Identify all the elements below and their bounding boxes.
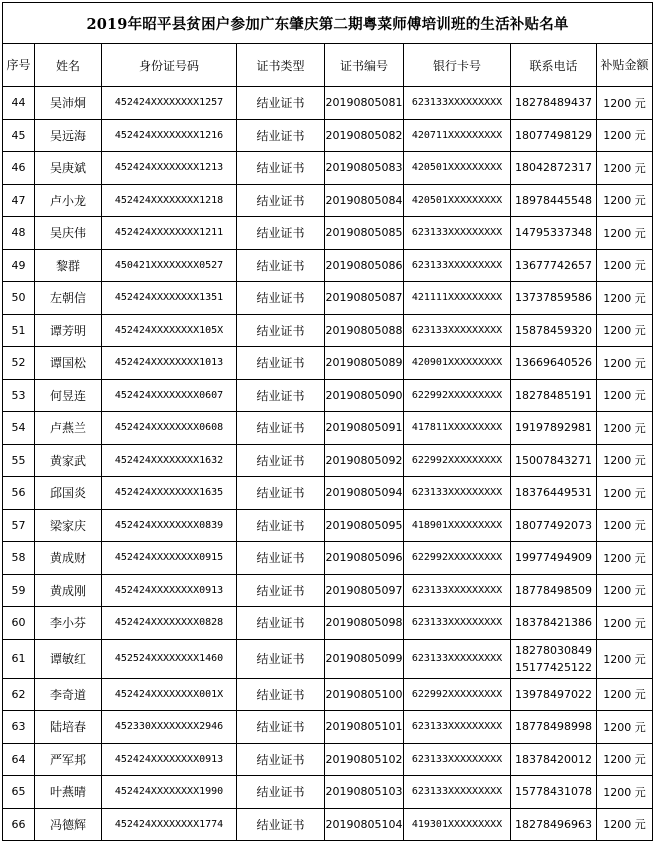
cell-bank-card: 421111XXXXXXXXX bbox=[404, 282, 511, 315]
table-row bbox=[3, 711, 653, 744]
header-row bbox=[3, 44, 653, 87]
cell-no: 65 bbox=[3, 776, 35, 809]
cell-cert-no: 20190805090 bbox=[325, 379, 404, 412]
cell-name: 卢燕兰 bbox=[35, 412, 102, 445]
cell-phone bbox=[511, 574, 597, 607]
cell-amount: 1200 元 bbox=[597, 542, 653, 575]
cell-id-number: 452424XXXXXXXX1774 bbox=[102, 808, 237, 841]
cell-cert-no: 20190805098 bbox=[325, 607, 404, 640]
cell-no: 46 bbox=[3, 152, 35, 185]
table-row bbox=[3, 776, 653, 809]
cell-bank-card: 623133XXXXXXXXX bbox=[404, 87, 511, 120]
cell-id-number: 452424XXXXXXXX1218 bbox=[102, 184, 237, 217]
table-row bbox=[3, 509, 653, 542]
table-row bbox=[3, 184, 653, 217]
table-row bbox=[3, 808, 653, 841]
cell-id-number: 452424XXXXXXXX0913 bbox=[102, 743, 237, 776]
cell-amount: 1200 元 bbox=[597, 87, 653, 120]
subsidy-table bbox=[2, 2, 653, 841]
cell-phone bbox=[511, 444, 597, 477]
cell-bank-card: 623133XXXXXXXXX bbox=[404, 217, 511, 250]
table-row bbox=[3, 282, 653, 315]
table-row bbox=[3, 639, 653, 678]
cell-bank-card: 418901XXXXXXXXX bbox=[404, 509, 511, 542]
cell-no: 48 bbox=[3, 217, 35, 250]
cell-no: 47 bbox=[3, 184, 35, 217]
cell-no: 61 bbox=[3, 639, 35, 678]
table-row bbox=[3, 477, 653, 510]
table-title: 2019年昭平县贫困户参加广东肇庆第二期粤菜师傅培训班的生活补贴名单 bbox=[3, 3, 653, 44]
cell-no: 53 bbox=[3, 379, 35, 412]
cell-cert-no: 20190805085 bbox=[325, 217, 404, 250]
cell-cert-type: 结业证书 bbox=[237, 607, 325, 640]
cell-id-number: 452424XXXXXXXX1211 bbox=[102, 217, 237, 250]
header-cert-type: 证书类型 bbox=[237, 44, 325, 87]
header-name: 姓名 bbox=[35, 44, 102, 87]
cell-bank-card: 420501XXXXXXXXX bbox=[404, 152, 511, 185]
cell-bank-card: 623133XXXXXXXXX bbox=[404, 249, 511, 282]
table-row bbox=[3, 444, 653, 477]
cell-cert-no: 20190805092 bbox=[325, 444, 404, 477]
table-row bbox=[3, 217, 653, 250]
cell-name: 吴庆伟 bbox=[35, 217, 102, 250]
cell-amount: 1200 元 bbox=[597, 379, 653, 412]
cell-bank-card: 622992XXXXXXXXX bbox=[404, 678, 511, 711]
phone-number: 15177425122 bbox=[515, 660, 592, 674]
cell-no: 49 bbox=[3, 249, 35, 282]
cell-name: 吴庚斌 bbox=[35, 152, 102, 185]
cell-id-number: 452424XXXXXXXX1213 bbox=[102, 152, 237, 185]
cell-bank-card: 623133XXXXXXXXX bbox=[404, 776, 511, 809]
cell-no: 52 bbox=[3, 347, 35, 380]
cell-phone bbox=[511, 743, 597, 776]
table-row bbox=[3, 314, 653, 347]
cell-amount: 1200 元 bbox=[597, 217, 653, 250]
cell-no: 64 bbox=[3, 743, 35, 776]
phone-number: 18778498998 bbox=[515, 720, 592, 734]
cell-id-number: 452424XXXXXXXX001X bbox=[102, 678, 237, 711]
cell-bank-card: 622992XXXXXXXXX bbox=[404, 542, 511, 575]
cell-cert-type: 结业证书 bbox=[237, 639, 325, 678]
cell-cert-type: 结业证书 bbox=[237, 249, 325, 282]
cell-amount: 1200 元 bbox=[597, 776, 653, 809]
cell-cert-type: 结业证书 bbox=[237, 347, 325, 380]
cell-cert-type: 结业证书 bbox=[237, 743, 325, 776]
cell-amount: 1200 元 bbox=[597, 347, 653, 380]
cell-id-number: 452424XXXXXXXX0828 bbox=[102, 607, 237, 640]
cell-cert-type: 结业证书 bbox=[237, 808, 325, 841]
cell-bank-card: 623133XXXXXXXXX bbox=[404, 477, 511, 510]
cell-no: 44 bbox=[3, 87, 35, 120]
cell-phone bbox=[511, 711, 597, 744]
cell-amount: 1200 元 bbox=[597, 678, 653, 711]
cell-id-number: 452424XXXXXXXX1990 bbox=[102, 776, 237, 809]
header-amount: 补贴金额 bbox=[597, 44, 653, 87]
cell-name: 邱国炎 bbox=[35, 477, 102, 510]
cell-phone bbox=[511, 607, 597, 640]
cell-name: 梁家庆 bbox=[35, 509, 102, 542]
cell-phone bbox=[511, 217, 597, 250]
cell-cert-no: 20190805104 bbox=[325, 808, 404, 841]
cell-phone bbox=[511, 776, 597, 809]
subsidy-list-sheet bbox=[2, 2, 652, 841]
cell-name: 黄家武 bbox=[35, 444, 102, 477]
cell-cert-type: 结业证书 bbox=[237, 152, 325, 185]
cell-phone bbox=[511, 477, 597, 510]
cell-id-number: 452424XXXXXXXX0608 bbox=[102, 412, 237, 445]
cell-no: 55 bbox=[3, 444, 35, 477]
cell-cert-type: 结业证书 bbox=[237, 678, 325, 711]
cell-phone bbox=[511, 87, 597, 120]
cell-phone bbox=[511, 808, 597, 841]
cell-name: 冯德辉 bbox=[35, 808, 102, 841]
table-row bbox=[3, 119, 653, 152]
phone-number: 13669640526 bbox=[515, 356, 592, 370]
cell-cert-type: 结业证书 bbox=[237, 477, 325, 510]
cell-cert-no: 20190805097 bbox=[325, 574, 404, 607]
table-row bbox=[3, 574, 653, 607]
phone-number: 15878459320 bbox=[515, 323, 592, 337]
table-row bbox=[3, 542, 653, 575]
cell-cert-type: 结业证书 bbox=[237, 282, 325, 315]
cell-bank-card: 622992XXXXXXXXX bbox=[404, 379, 511, 412]
cell-amount: 1200 元 bbox=[597, 412, 653, 445]
table-row bbox=[3, 743, 653, 776]
table-row bbox=[3, 412, 653, 445]
cell-phone bbox=[511, 314, 597, 347]
cell-cert-type: 结业证书 bbox=[237, 509, 325, 542]
cell-id-number: 452424XXXXXXXX105X bbox=[102, 314, 237, 347]
cell-id-number: 452424XXXXXXXX1013 bbox=[102, 347, 237, 380]
phone-number: 18278485191 bbox=[515, 388, 592, 402]
cell-cert-no: 20190805103 bbox=[325, 776, 404, 809]
cell-id-number: 452424XXXXXXXX1632 bbox=[102, 444, 237, 477]
cell-bank-card: 623133XXXXXXXXX bbox=[404, 743, 511, 776]
cell-phone bbox=[511, 379, 597, 412]
phone-number: 18378420012 bbox=[515, 752, 592, 766]
cell-no: 62 bbox=[3, 678, 35, 711]
cell-no: 59 bbox=[3, 574, 35, 607]
cell-amount: 1200 元 bbox=[597, 477, 653, 510]
cell-no: 54 bbox=[3, 412, 35, 445]
header-phone: 联系电话 bbox=[511, 44, 597, 87]
cell-bank-card: 622992XXXXXXXXX bbox=[404, 444, 511, 477]
cell-cert-no: 20190805083 bbox=[325, 152, 404, 185]
phone-number: 13677742657 bbox=[515, 258, 592, 272]
cell-cert-type: 结业证书 bbox=[237, 184, 325, 217]
cell-amount: 1200 元 bbox=[597, 509, 653, 542]
cell-cert-no: 20190805081 bbox=[325, 87, 404, 120]
cell-name: 左朝信 bbox=[35, 282, 102, 315]
cell-phone bbox=[511, 184, 597, 217]
cell-bank-card: 420711XXXXXXXXX bbox=[404, 119, 511, 152]
cell-id-number: 450421XXXXXXXX0527 bbox=[102, 249, 237, 282]
cell-cert-type: 结业证书 bbox=[237, 444, 325, 477]
cell-phone bbox=[511, 412, 597, 445]
cell-cert-no: 20190805089 bbox=[325, 347, 404, 380]
table-row bbox=[3, 347, 653, 380]
cell-cert-no: 20190805091 bbox=[325, 412, 404, 445]
cell-no: 57 bbox=[3, 509, 35, 542]
cell-name: 陆培春 bbox=[35, 711, 102, 744]
cell-phone bbox=[511, 678, 597, 711]
cell-cert-type: 结业证书 bbox=[237, 711, 325, 744]
cell-cert-type: 结业证书 bbox=[237, 542, 325, 575]
cell-no: 56 bbox=[3, 477, 35, 510]
cell-name: 谭国松 bbox=[35, 347, 102, 380]
cell-cert-no: 20190805101 bbox=[325, 711, 404, 744]
cell-amount: 1200 元 bbox=[597, 607, 653, 640]
cell-id-number: 452424XXXXXXXX1351 bbox=[102, 282, 237, 315]
cell-cert-no: 20190805087 bbox=[325, 282, 404, 315]
phone-number: 19197892981 bbox=[515, 421, 592, 435]
cell-cert-type: 结业证书 bbox=[237, 314, 325, 347]
cell-name: 谭敏红 bbox=[35, 639, 102, 678]
table-row bbox=[3, 87, 653, 120]
cell-phone bbox=[511, 249, 597, 282]
cell-amount: 1200 元 bbox=[597, 249, 653, 282]
header-id: 身份证号码 bbox=[102, 44, 237, 87]
cell-cert-no: 20190805082 bbox=[325, 119, 404, 152]
phone-number: 18278030849 bbox=[515, 643, 592, 657]
cell-bank-card: 623133XXXXXXXXX bbox=[404, 574, 511, 607]
cell-bank-card: 417811XXXXXXXXX bbox=[404, 412, 511, 445]
cell-bank-card: 623133XXXXXXXXX bbox=[404, 639, 511, 678]
table-row bbox=[3, 678, 653, 711]
cell-name: 黄成刚 bbox=[35, 574, 102, 607]
cell-name: 李小芬 bbox=[35, 607, 102, 640]
cell-phone bbox=[511, 542, 597, 575]
phone-number: 18042872317 bbox=[515, 161, 592, 175]
cell-cert-type: 结业证书 bbox=[237, 119, 325, 152]
cell-no: 63 bbox=[3, 711, 35, 744]
phone-number: 14795337348 bbox=[515, 226, 592, 240]
cell-name: 叶燕晴 bbox=[35, 776, 102, 809]
cell-name: 吴远海 bbox=[35, 119, 102, 152]
cell-no: 58 bbox=[3, 542, 35, 575]
cell-no: 45 bbox=[3, 119, 35, 152]
phone-number: 13978497022 bbox=[515, 687, 592, 701]
cell-cert-no: 20190805102 bbox=[325, 743, 404, 776]
phone-number: 15778431078 bbox=[515, 785, 592, 799]
cell-bank-card: 623133XXXXXXXXX bbox=[404, 607, 511, 640]
phone-number: 18376449531 bbox=[515, 486, 592, 500]
header-cert-no: 证书编号 bbox=[325, 44, 404, 87]
cell-cert-no: 20190805084 bbox=[325, 184, 404, 217]
cell-no: 51 bbox=[3, 314, 35, 347]
cell-amount: 1200 元 bbox=[597, 282, 653, 315]
phone-number: 15007843271 bbox=[515, 453, 592, 467]
cell-phone bbox=[511, 119, 597, 152]
cell-id-number: 452424XXXXXXXX1216 bbox=[102, 119, 237, 152]
cell-amount: 1200 元 bbox=[597, 711, 653, 744]
phone-number: 18077498129 bbox=[515, 128, 592, 142]
cell-cert-no: 20190805095 bbox=[325, 509, 404, 542]
table-row bbox=[3, 607, 653, 640]
cell-phone bbox=[511, 152, 597, 185]
header-no: 序号 bbox=[3, 44, 35, 87]
cell-phone bbox=[511, 639, 597, 678]
table-row bbox=[3, 152, 653, 185]
cell-cert-no: 20190805088 bbox=[325, 314, 404, 347]
cell-id-number: 452424XXXXXXXX0607 bbox=[102, 379, 237, 412]
cell-id-number: 452424XXXXXXXX1635 bbox=[102, 477, 237, 510]
phone-number: 18778498509 bbox=[515, 583, 592, 597]
cell-amount: 1200 元 bbox=[597, 119, 653, 152]
cell-name: 严军邦 bbox=[35, 743, 102, 776]
cell-cert-no: 20190805094 bbox=[325, 477, 404, 510]
cell-name: 黎群 bbox=[35, 249, 102, 282]
cell-id-number: 452424XXXXXXXX0915 bbox=[102, 542, 237, 575]
table-row bbox=[3, 249, 653, 282]
cell-phone bbox=[511, 282, 597, 315]
cell-cert-type: 结业证书 bbox=[237, 87, 325, 120]
cell-bank-card: 420501XXXXXXXXX bbox=[404, 184, 511, 217]
cell-id-number: 452330XXXXXXXX2946 bbox=[102, 711, 237, 744]
cell-name: 何昱连 bbox=[35, 379, 102, 412]
cell-amount: 1200 元 bbox=[597, 808, 653, 841]
cell-cert-type: 结业证书 bbox=[237, 574, 325, 607]
cell-cert-no: 20190805086 bbox=[325, 249, 404, 282]
cell-amount: 1200 元 bbox=[597, 152, 653, 185]
cell-id-number: 452424XXXXXXXX1257 bbox=[102, 87, 237, 120]
table-row bbox=[3, 379, 653, 412]
cell-id-number: 452424XXXXXXXX0913 bbox=[102, 574, 237, 607]
cell-amount: 1200 元 bbox=[597, 444, 653, 477]
cell-id-number: 452524XXXXXXXX1460 bbox=[102, 639, 237, 678]
cell-no: 60 bbox=[3, 607, 35, 640]
phone-number: 13737859586 bbox=[515, 291, 592, 305]
phone-number: 18978445548 bbox=[515, 193, 592, 207]
cell-cert-no: 20190805099 bbox=[325, 639, 404, 678]
cell-bank-card: 623133XXXXXXXXX bbox=[404, 314, 511, 347]
cell-bank-card: 623133XXXXXXXXX bbox=[404, 711, 511, 744]
cell-name: 谭芳明 bbox=[35, 314, 102, 347]
cell-phone bbox=[511, 509, 597, 542]
phone-number: 18077492073 bbox=[515, 518, 592, 532]
cell-amount: 1200 元 bbox=[597, 184, 653, 217]
cell-cert-type: 结业证书 bbox=[237, 412, 325, 445]
cell-bank-card: 419301XXXXXXXXX bbox=[404, 808, 511, 841]
header-bank: 银行卡号 bbox=[404, 44, 511, 87]
phone-number: 18278496963 bbox=[515, 817, 592, 831]
cell-bank-card: 420901XXXXXXXXX bbox=[404, 347, 511, 380]
cell-no: 50 bbox=[3, 282, 35, 315]
cell-phone bbox=[511, 347, 597, 380]
cell-cert-type: 结业证书 bbox=[237, 217, 325, 250]
cell-amount: 1200 元 bbox=[597, 639, 653, 678]
cell-cert-no: 20190805096 bbox=[325, 542, 404, 575]
phone-number: 18378421386 bbox=[515, 616, 592, 630]
cell-name: 黄成财 bbox=[35, 542, 102, 575]
cell-name: 吴沛炯 bbox=[35, 87, 102, 120]
cell-no: 66 bbox=[3, 808, 35, 841]
cell-cert-no: 20190805100 bbox=[325, 678, 404, 711]
phone-number: 19977494909 bbox=[515, 551, 592, 565]
cell-amount: 1200 元 bbox=[597, 743, 653, 776]
cell-cert-type: 结业证书 bbox=[237, 379, 325, 412]
cell-name: 李奇道 bbox=[35, 678, 102, 711]
phone-number: 18278489437 bbox=[515, 96, 592, 110]
cell-cert-type: 结业证书 bbox=[237, 776, 325, 809]
cell-amount: 1200 元 bbox=[597, 314, 653, 347]
cell-name: 卢小龙 bbox=[35, 184, 102, 217]
cell-amount: 1200 元 bbox=[597, 574, 653, 607]
cell-id-number: 452424XXXXXXXX0839 bbox=[102, 509, 237, 542]
